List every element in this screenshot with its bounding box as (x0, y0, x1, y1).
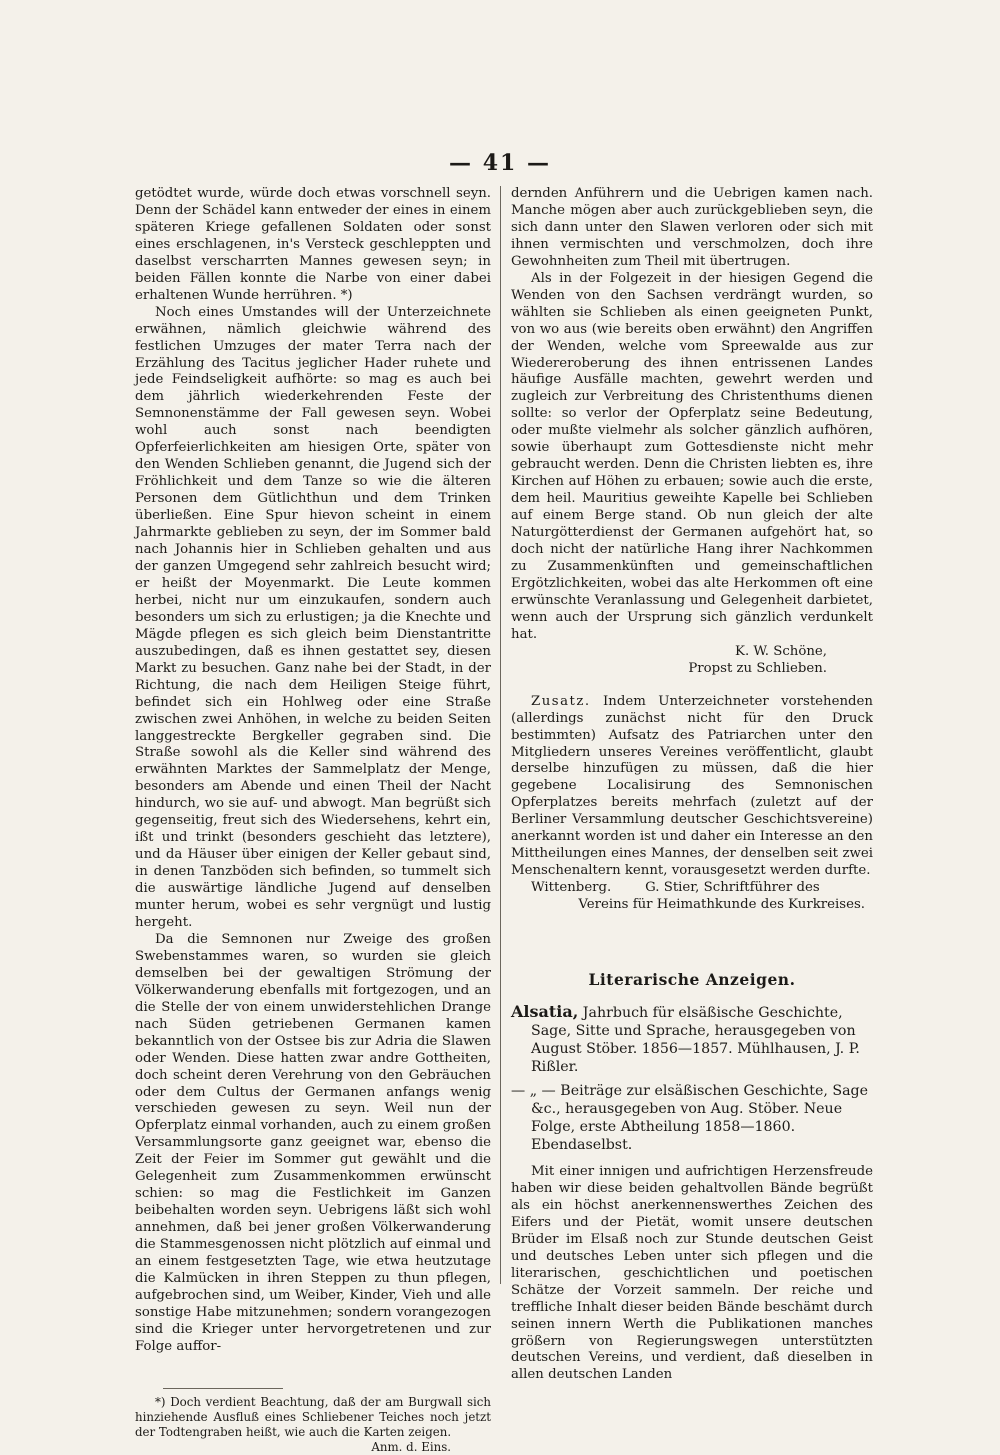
column-divider (500, 186, 501, 1284)
addendum-label: Zusatz. (531, 693, 591, 709)
footnote-attribution: Anm. d. Eins. (371, 1439, 451, 1454)
footnote: *) Doch verdient Beachtung, daß der am Burgwall sich hinziehende Ausfluß eines Schliebener Teiches noch jetzt der Todtengraben heißt, wie auch die Karten zeigen. (135, 1394, 491, 1439)
signature-name: K. W. Schöne, (735, 643, 827, 659)
paragraph: getödtet wurde, würde doch etwas vorschnell seyn. Denn der Schädel kann entweder der eines in einem späteren Kriege gefallenen Soldaten oder sonst eines erschlagenen, in's Versteck geschleppten und daselbst verscharrten Mannes gewesen seyn; in beiden Fällen konnte die Narbe von einer dabei erhaltenen Wunde herrühren. *) (135, 186, 491, 303)
section-heading: Literarische Anzeigen. (588, 970, 796, 990)
right-column (511, 186, 873, 1384)
entry-ditto: — „ — (511, 1082, 556, 1099)
entry-text: Beiträge zur elsäßischen Geschichte, Sage &c., herausgegeben von Aug. Stöber. Neue Folge, erste Abtheilung 1858—1860. Ebendaselbst. (531, 1082, 869, 1153)
addendum-signer-line-2: Vereins für Heimathkunde des Kurkreises. (578, 897, 865, 913)
review-paragraph: Mit einer innigen und aufrichtigen Herzensfreude haben wir diese beiden gehaltvollen Bände begrüßt als ein höchst anerkennenswerthes Zeichen des Eifers und der Pietät, womit unsere deutschen Brüder im Elsaß noch zur Stunde deutschen Geist und deutsches Leben unter sich pflegen und die literarischen, geschichtlichen und poetischen Schätze der Vorzeit sammeln. Der reiche und treffliche Inhalt dieser beiden Bände beschämt durch seinen innern Werth die Publikationen manches größern von Regierungswegen unterstützten deutschen Vereins, und verdient, daß dieselben in allen deutschen Landen (511, 1163, 873, 1383)
entry-title: Alsatia, (511, 1001, 579, 1021)
signature-title: Propst zu Schlieben. (688, 660, 827, 676)
left-column (135, 186, 491, 1455)
entry-text: Jahrbuch für elsäßische Geschichte, Sage, Sitte und Sprache, herausgegeben von August Stöber. 1856—1857. Mühlhausen, J. P. Rißler. (531, 1004, 860, 1075)
paragraph: dernden Anführern und die Uebrigen kamen nach. Manche mögen aber auch zurückgeblieben seyn, die sich dann unter den Slawen verloren oder sich mit ihnen vermischten und verschmolzen, doch ihre Gewohnheiten zum Theil mit übertrugen. (511, 186, 873, 269)
addendum (511, 694, 873, 880)
bibliography-entry (511, 1082, 873, 1154)
footnote-rule (163, 1388, 283, 1389)
paragraph: Da die Semnonen nur Zweige des großen Swebenstammes waren, so wurden sie gleich demselben bei der gewaltigen Strömung der Völkerwanderung ebenfalls mit fortgezogen, und an die Stelle der von einem unwiderstehlichen Drange nach Süden getriebenen Germanen kamen bekanntlich von der Ostsee bis zur Adria die Slawen oder Wenden. Diese hatten zwar andre Gottheiten, doch scheint deren Verehrung von den Gebräuchen oder dem Cultus der Germanen anfangs wenig verschieden gewesen zu seyn. Weil nun der Opferplatz einmal vorhanden, auch zu einem großen Versammlungsorte ganz geeignet war, ebenso die Zeit der Feier im Sommer gut gewählt und die Gelegenheit zum Zusammenkommen erwünscht schien: so mag die Festlichkeit im Ganzen beibehalten worden seyn. Uebrigens läßt sich wohl annehmen, daß bei jener großen Völkerwanderung die Stammesgenossen nicht plötzlich auf einmal und an einem festgesetzten Tage, wie etwa heutzutage die Kalmücken in ihren Steppen zu thun pflegen, aufgebrochen sind, um Weiber, Kinder, Vieh und alle sonstige Habe mitzunehmen; sondern vorangezogen sind die Krieger unter hervorgetretenen und zur Folge auffor- (135, 931, 491, 1354)
addendum-place: Wittenberg. (531, 880, 612, 896)
page-number: — 41 — (449, 150, 551, 176)
addendum-signature (511, 880, 873, 897)
bibliography-entry (511, 1003, 873, 1076)
paragraph: Noch eines Umstandes will der Unterzeichnete erwähnen, nämlich gleichwie während des festlichen Umzuges der mater Terra nach der Erzählung des Tacitus jeglicher Hader ruhete und jede Feindseligkeit aufhörte: so mag es auch bei dem jährlich wiederkehrenden Feste der Semnonenstämme der Fall gewesen seyn. Wobei wohl auch sonst nach beendigten Opferfeierlichkeiten am hiesigen Orte, später von den Wenden Schlieben genannt, die Jugend sich der Fröhlichkeit und dem Tanze so wie die älteren Personen dem Gütlichthun und dem Trinken überließen. Eine Spur hievon scheint in einem Jahrmarkte geblieben zu seyn, der im Sommer bald nach Johannis hier in Schlieben gehalten und aus der ganzen Umgegend sehr zahlreich besucht wird; er heißt der Moyenmarkt. Die Leute kommen herbei, nicht nur um einzukaufen, sondern auch besonders um sich zu erlustigen; ja die Knechte und Mägde pflegen es sich gleich beim Dienstantritte auszubedingen, daß es ihnen gestattet sey, diesen Markt zu besuchen. Ganz nahe bei der Stadt, in der Richtung, die nach dem Heiligen Steige führt, befindet sich ein Hohlweg oder eine Straße zwischen zwei Anhöhen, in welche zu beiden Seiten langgestreckte Bergkeller gegraben sind. Die Straße sowohl als die Keller sind während des erwähnten Marktes der Sammelplatz der Menge, besonders am Abende und einen Theil der Nacht hindurch, wo sie auf- und abwogt. Man begrüßt sich gegenseitig, freut sich des Wiedersehens, kehrt ein, ißt und trinkt (besonders geschieht das letztere), und da Häuser über einigen der Keller gebaut sind, in denen Tanzböden sich befinden, so tummelt sich die auswärtige ländliche Jugend auf denselben munter herum, wobei es sehr vergnügt und lustig hergeht. (135, 304, 491, 930)
paragraph: Als in der Folgezeit in der hiesigen Gegend die Wenden von den Sachsen verdrängt wurden, so wählten sie Schlieben als einen geeigneten Punkt, von wo aus (wie bereits oben erwähnt) den Angriffen der Wenden, welche vom Spreewalde aus zur Wiedereroberung des ihnen entrissenen Landes häufige Ausfälle machten, gewehrt werden und zugleich zur Verbreitung des Christenthums dienen sollte: so verlor der Opferplatz seine Bedeutung, oder mußte vielmehr als solcher gänzlich aufhören, sowie überhaupt zum Gottesdienste nicht mehr gebraucht werden. Denn die Christen liebten es, ihre Kirchen auf Höhen zu erbauen; sowie auch die erste, dem heil. Mauritius geweihte Kapelle bei Schlieben auf einem Berge stand. Ob nun gleich der alte Naturgötterdienst der Germanen aufgehört hat, so doch nicht der natürliche Hang ihrer Nachkommen zu Zusammenkünften und gemeinschaftlichen Ergötzlichkeiten, wobei das alte Herkommen oft eine erwünschte Veranlassung und Gelegenheit darbietet, wenn auch der Ursprung sich gänzlich verdunkelt hat. (511, 270, 873, 642)
spacer (511, 678, 873, 694)
addendum-signer: G. Stier, Schriftführer des (645, 880, 820, 896)
addendum-text: Indem Unterzeichneter vorstehenden (allerdings zunächst nicht für den Druck bestimmten) Aufsatz des Patriarchen unter den Mitgliedern unseres Vereines veröffentlicht, glaubt derselbe hinzufügen zu müssen, daß die hier gegebene Localisirung des Semnonischen Opferplatzes bereits mehrfach (zuletzt auf der Berliner Versammlung deutscher Geschichtsvereine) anerkannt worden ist und daher ein Interesse an den Mittheilungen eines Mannes, der denselben seit zwei Menschenaltern kennt, vorausgesetzt werden durfte. (511, 693, 873, 879)
